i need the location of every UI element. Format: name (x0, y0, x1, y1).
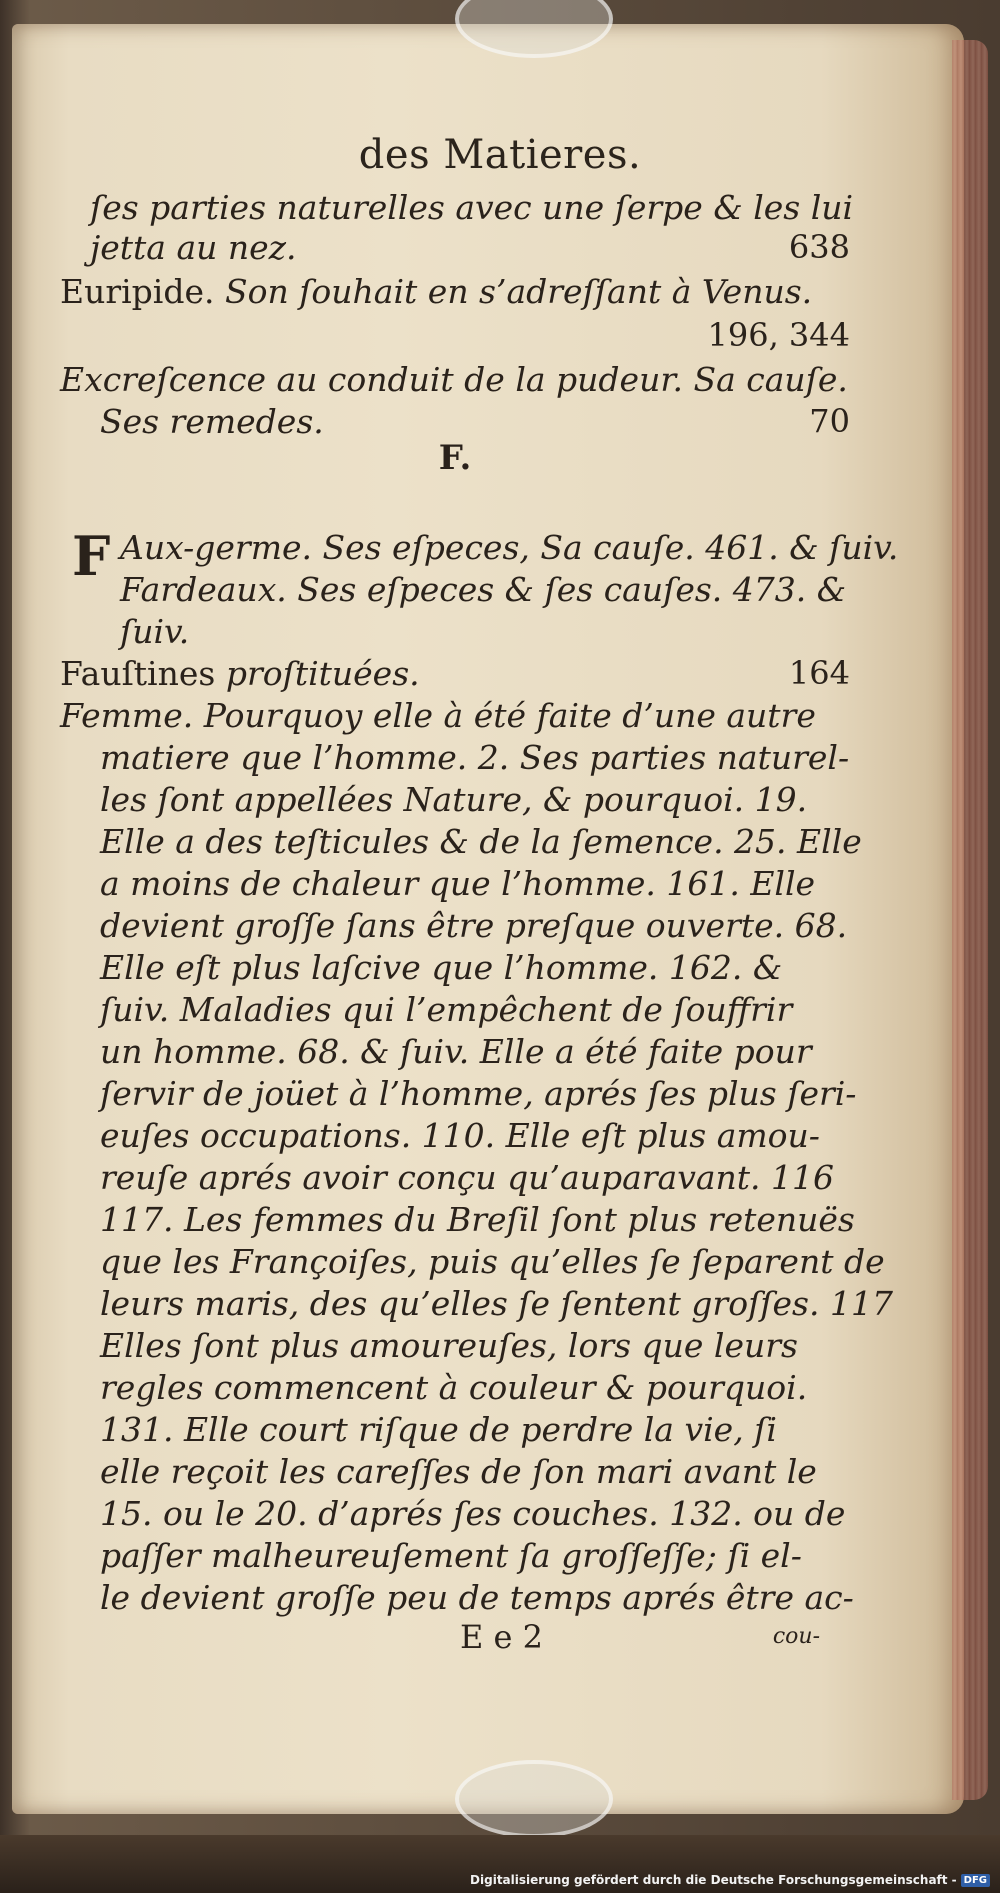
index-term: Femme. (60, 696, 194, 735)
text-line: un homme. 68. & ſuiv. Elle a été faite pour (100, 1032, 812, 1071)
credit-text: Digitalisierung gefördert durch die Deutsche Forschungsgemeinschaft - (470, 1873, 957, 1887)
page-edge (952, 40, 988, 1800)
index-term: Excreſcence au conduit de la pudeur. (60, 360, 683, 399)
dfg-logo: DFG (961, 1874, 990, 1887)
text-line: Aux-germe. Ses eſpeces, Sa cauſe. 461. & ſuiv. (120, 528, 899, 567)
text-line: le devient groſſe peu de temps aprés être ac- (100, 1578, 854, 1617)
signature-mark: E e 2 (460, 1618, 543, 1656)
text-line: Elle a des teſticules & de la ſemence. 25. Elle (100, 822, 862, 861)
text-line: que les Françoiſes, puis qu’elles ſe ſeparent de (100, 1242, 885, 1281)
index-term: Fauſtines (60, 654, 216, 693)
text-line: ſuiv. Maladies qui l’empêchent de ſouffrir (100, 990, 793, 1029)
text-line: Pourquoy elle à été faite d’une autre (203, 696, 816, 735)
text-line: ſervir de joüet à l’homme, aprés ſes plus ſeri- (100, 1074, 857, 1113)
text-line: regles commencent à couleur & pourquoi. (100, 1368, 808, 1407)
text-line: a moins de chaleur que l’homme. 161. Elle (100, 864, 816, 903)
page-header: des Matieres. (358, 132, 642, 178)
text-line: 15. ou le 20. d’aprés ſes couches. 132. ou de (100, 1494, 846, 1533)
page-number: 164 (788, 654, 850, 692)
text-line: Ses remedes. (100, 402, 324, 441)
text-line: paſſer malheureuſement ſa groſſeſſe; ſi el- (100, 1536, 802, 1575)
text-line: Son ſouhait en s’adreſſant à Venus. (225, 272, 813, 311)
text-line: jetta au nez. (90, 228, 297, 267)
page-number: 638 (788, 228, 850, 266)
page-clip-bottom (455, 1760, 613, 1838)
text-line: matiere que l’homme. 2. Ses parties naturel- (100, 738, 850, 777)
text-line: Sa cauſe. (693, 360, 848, 399)
text-line: devient groſſe ſans être preſque ouverte. 68. (100, 906, 848, 945)
catchword: cou- (772, 1624, 820, 1649)
index-term: Euripide. (60, 272, 215, 311)
digitization-credit (470, 1873, 990, 1887)
text-line: leurs maris, des qu’elles ſe ſentent groſſes. 117 (100, 1284, 893, 1323)
text-line: 117. Les femmes du Breſil ſont plus retenuës (100, 1200, 855, 1239)
text-line: reuſe aprés avoir conçu qu’auparavant. 116 (100, 1158, 834, 1197)
text-line: ſes parties naturelles avec une ſerpe & les lui (90, 188, 854, 227)
text-line: Elle eſt plus laſcive que l’homme. 162. & (100, 948, 783, 987)
section-letter: F. (438, 438, 472, 478)
text-line: proſtituées. (225, 654, 420, 693)
text-line: elle reçoit les careſſes de ſon mari avant le (100, 1452, 817, 1491)
page-number: 70 (809, 402, 850, 440)
text-line: Fardeaux. Ses eſpeces & ſes cauſes. 473. & (120, 570, 847, 609)
text-line: les ſont appellées Nature, & pourquoi. 19. (100, 780, 808, 819)
text-line: euſes occupations. 110. Elle eſt plus amou- (100, 1116, 820, 1155)
text-line: 131. Elle court riſque de perdre la vie, ſi (100, 1410, 777, 1449)
drop-capital: F (72, 524, 111, 588)
page-number: 196, 344 (707, 316, 850, 354)
text-line: ſuiv. (120, 612, 190, 651)
text-line: Elles ſont plus amoureuſes, lors que leurs (100, 1326, 798, 1365)
